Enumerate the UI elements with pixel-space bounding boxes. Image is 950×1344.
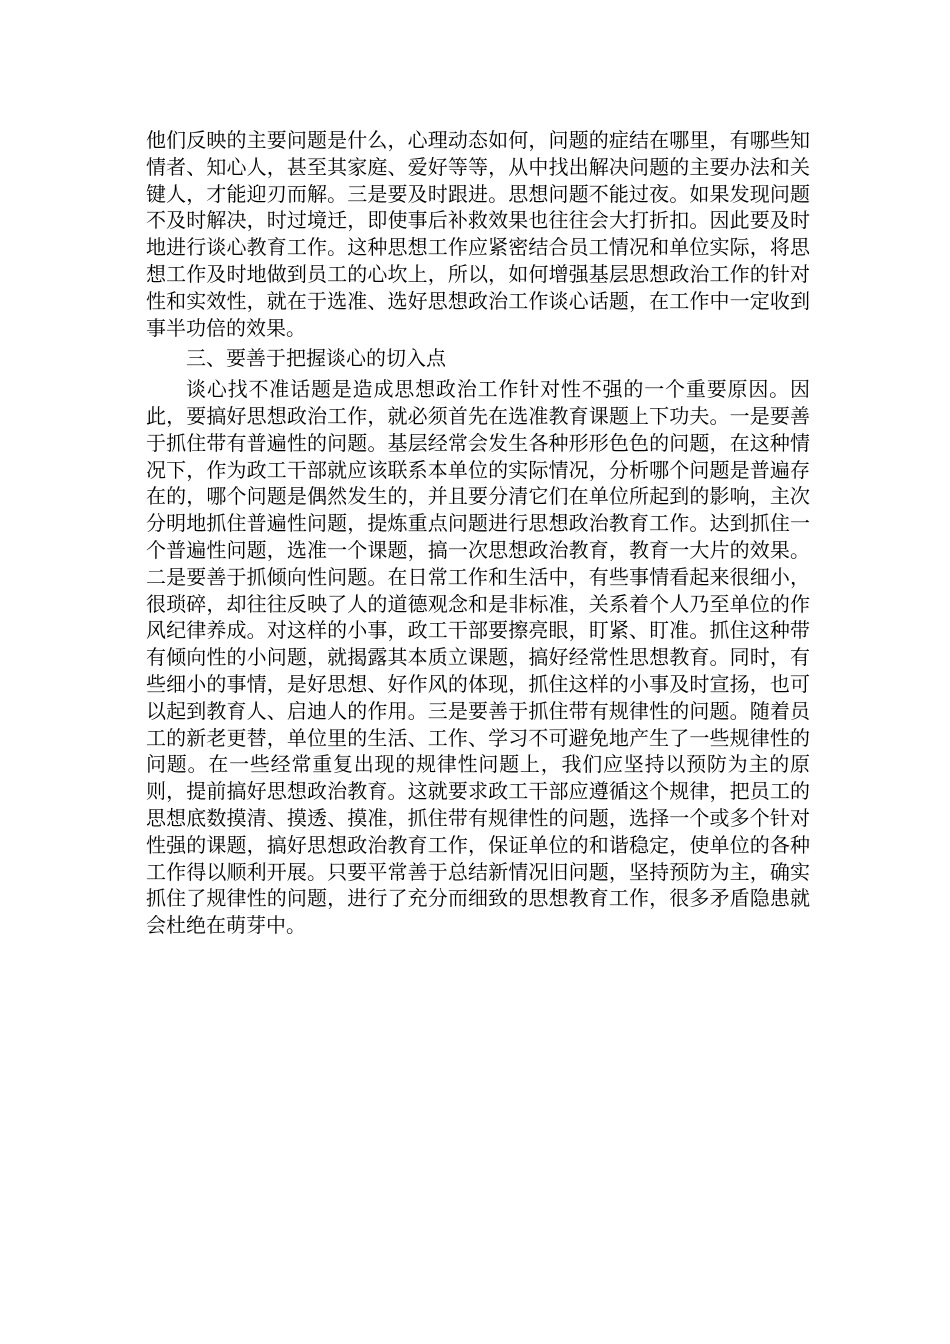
paragraph-body: 谈心找不准话题是造成思想政治工作针对性不强的一个重要原因。因此，要搞好思想政治工作，就必须首先在选准教育课题上下功夫。一是要善于抓住带有普遍性的问题。基层经常会发生各种形形色色的问题，在这种情况下，作为政工干部就应该联系本单位的实际情况，分析哪个问题是普遍存在的，哪个问题是偶然发生的，并且要分清它们在单位所起到的影响，主次分明地抓住普遍性问题，提炼重点问题进行思想政治教育工作。达到抓住一个普遍性问题，选准一个课题，搞一次思想政治教育，教育一大片的效果。二是要善于抓倾向性问题。在日常工作和生活中，有些事情看起来很细小，很琐碎，却往往反映了人的道德观念和是非标准，关系着个人乃至单位的作风纪律养成。对这样的小事，政工干部要擦亮眼，盯紧、盯准。抓住这种带有倾向性的小问题，就揭露其本质立课题，搞好经常性思想教育。同时，有些细小的事情，是好思想、好作风的体现，抓住这样的小事及时宣扬，也可以起到教育人、启迪人的作用。三是要善于抓住带有规律性的问题。随着员工的新老更替，单位里的生活、工作、学习不可避免地产生了一些规律性的问题。在一些经常重复出现的规律性问题上，我们应坚持以预防为主的原则，提前搞好思想政治教育。这就要求政工干部应遵循这个规律，把员工的思想底数摸清、摸透、摸准，抓住带有规律性的问题，选择一个或多个针对性强的课题，搞好思想政治教育工作，保证单位的和谐稳定，使单位的各种工作得以顺利开展。只要平常善于总结新情况旧问题，坚持预防为主，确实抓住了规律性的问题，进行了充分而细致的思想教育工作，很多矛盾隐患就会杜绝在萌芽中。 <box>146 377 810 938</box>
document-body <box>146 127 810 939</box>
paragraph-continued: 他们反映的主要问题是什么，心理动态如何，问题的症结在哪里，有哪些知情者、知心人，甚至其家庭、爱好等等，从中找出解决问题的主要办法和关键人，才能迎刃而解。三是要及时跟进。思想问题不能过夜。如果发现问题不及时解决，时过境迁，即使事后补救效果也往往会大打折扣。因此要及时地进行谈心教育工作。这种思想工作应紧密结合员工情况和单位实际，将思想工作及时地做到员工的心坎上，所以，如何增强基层思想政治工作的针对性和实效性，就在于选准、选好思想政治工作谈心话题，在工作中一定收到事半功倍的效果。 <box>146 128 810 340</box>
section-heading: 三、要善于把握谈心的切入点 <box>186 346 446 371</box>
